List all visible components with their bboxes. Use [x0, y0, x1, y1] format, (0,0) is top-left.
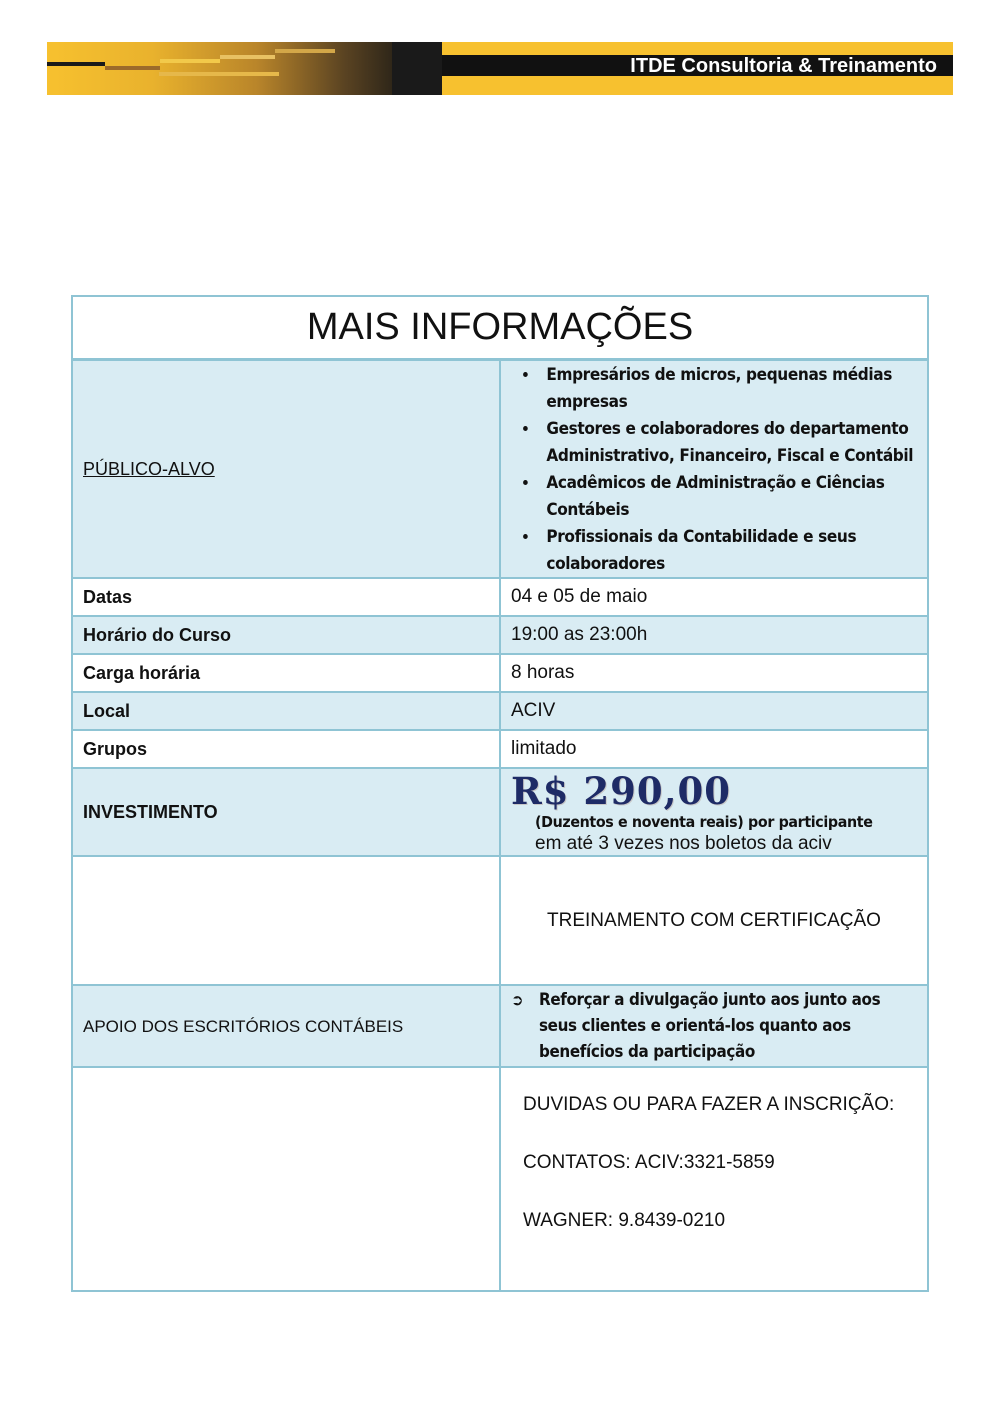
publico-alvo-list: [511, 361, 947, 577]
price-value: R$ 290,00: [511, 769, 731, 813]
contact-line-wagner: WAGNER: 9.8439-0210: [523, 1210, 726, 1231]
publico-alvo-label-cell: [72, 360, 500, 579]
banner-stripe: [159, 72, 279, 76]
local-label: Local: [72, 692, 500, 730]
banner-stripe: [47, 62, 105, 66]
row-carga: [72, 654, 928, 692]
banner-gradient: [47, 42, 397, 95]
contact-line-aciv: CONTATOS: ACIV:3321-5859: [523, 1152, 775, 1173]
header-banner: [47, 42, 953, 95]
local-value: ACIV: [500, 692, 928, 730]
row-publico-alvo: [72, 360, 928, 579]
apoio-item: [511, 987, 917, 1065]
banner-stripe: [275, 49, 335, 53]
row-grupos: [72, 730, 928, 768]
banner-stripe: [105, 66, 160, 70]
horario-label: Horário do Curso: [72, 616, 500, 654]
list-item: • Gestores e colaboradores do departamento Administrativo, Financeiro, Fiscal e Contábil: [539, 415, 947, 469]
row-certificacao: [72, 856, 928, 985]
row-horario: [72, 616, 928, 654]
publico-alvo-list-cell: [500, 360, 928, 579]
list-item: • Profissionais da Contabilidade e seus colaboradores: [539, 523, 947, 577]
contatos-cell: [500, 1067, 928, 1291]
price-description-line1: (Duzentos e noventa reais) por participante: [535, 813, 873, 831]
price-description-line2: em até 3 vezes nos boletos da aciv: [535, 833, 832, 854]
publico-alvo-label: PÚBLICO-ALVO: [83, 458, 215, 479]
list-item: • Empresários de micros, pequenas médias empresas: [539, 361, 947, 415]
contact-line-inscricao: DUVIDAS OU PARA FAZER A INSCRIÇÃO:: [523, 1094, 895, 1115]
banner-stripe: [220, 55, 275, 59]
carga-label: Carga horária: [72, 654, 500, 692]
carga-value: 8 horas: [500, 654, 928, 692]
grupos-label: Grupos: [72, 730, 500, 768]
investimento-label: INVESTIMENTO: [72, 768, 500, 856]
horario-value: 19:00 as 23:00h: [500, 616, 928, 654]
price-description: [535, 813, 902, 855]
arrow-icon: ➲: [511, 991, 524, 1009]
company-name: ITDE Consultoria & Treinamento: [630, 55, 937, 77]
banner-dark-block: [392, 42, 442, 95]
investimento-cell: [500, 768, 928, 856]
table-title-row: [72, 296, 928, 360]
apoio-text: Reforçar a divulgação junto aos junto aos seus clientes e orientá-los quanto aos benefícios da participação: [539, 990, 881, 1061]
list-item: • Acadêmicos de Administração e Ciências Contábeis: [539, 469, 947, 523]
datas-label: Datas: [72, 578, 500, 616]
row-local: [72, 692, 928, 730]
banner-stripe: [160, 59, 220, 63]
datas-value: 04 e 05 de maio: [500, 578, 928, 616]
row-apoio: [72, 985, 928, 1067]
contatos-empty-cell: [72, 1067, 500, 1291]
table-title: MAIS INFORMAÇÕES: [72, 296, 928, 360]
grupos-value: limitado: [500, 730, 928, 768]
row-contatos: [72, 1067, 928, 1291]
apoio-cell: [500, 985, 928, 1067]
info-table: [71, 295, 929, 1292]
certificacao-empty-cell: [72, 856, 500, 985]
certificacao-text: TREINAMENTO COM CERTIFICAÇÃO: [500, 856, 928, 985]
row-investimento: [72, 768, 928, 856]
apoio-label: APOIO DOS ESCRITÓRIOS CONTÁBEIS: [72, 985, 500, 1067]
row-datas: [72, 578, 928, 616]
